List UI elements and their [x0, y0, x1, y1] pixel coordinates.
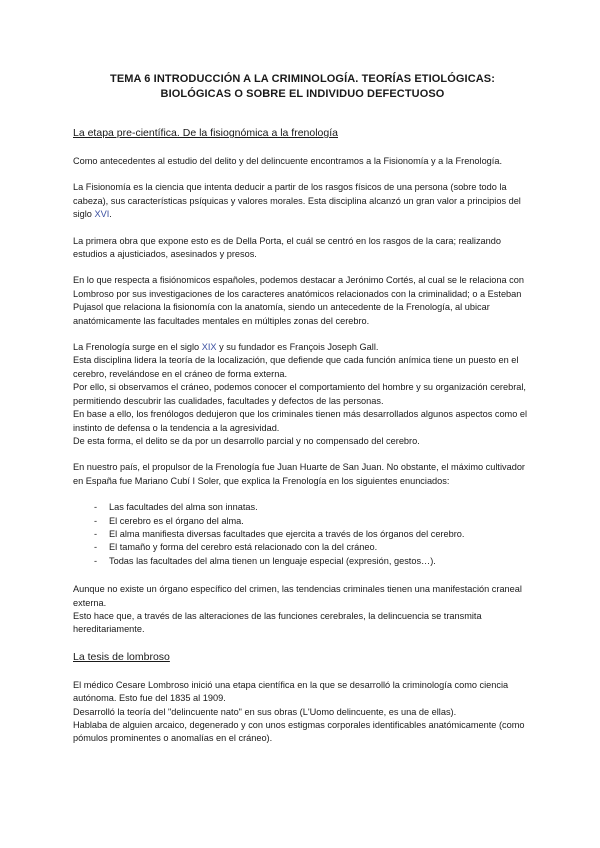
section-heading-lombroso: La tesis de lombroso	[73, 650, 170, 663]
paragraph-delito: De esta forma, el delito se da por un desarrollo parcial y no compensado del cerebro.	[73, 435, 420, 446]
paragraph-lombroso-intro: El médico Cesare Lombroso inició una etapa científica en la que se desarrolló la criminología como ciencia autónoma. Esto fue del 1835 al 1909.	[73, 679, 509, 704]
paragraph-craneo: Por ello, si observamos el cráneo, podemos conocer el comportamiento del hombre y su organización cerebral, permitiendo descubrir las cualidades, facultades y defectos de las personas.	[73, 382, 526, 406]
document-title	[73, 72, 532, 102]
paragraph-delincuente-nato: Desarrolló la teoría del "delincuente nato" en sus obras (L'Uomo delincuente, es una de ellas).	[73, 706, 457, 717]
century-xvi: XVI	[94, 209, 110, 220]
paragraph-fisionomia-text: La Fisionomía es la ciencia que intenta deducir a partir de los rasgos físicos de una persona (sobre todo la cabeza), sus características psíquicas y valores morales. Esta disciplina alcanzó un gran valor a principios del siglo	[73, 182, 521, 220]
paragraph-localizacion: Esta disciplina lidera la teoría de la localización, que defiende que cada función anímica tiene un puesto en el cerebro, revelándose en el cráneo de forma externa.	[73, 355, 519, 379]
paragraph-organo-crimen: Aunque no existe un órgano específico del crimen, las tendencias criminales tienen una manifestación craneal externa.	[73, 584, 522, 608]
list-item: - El alma manifiesta diversas facultades que ejercita a través de los órganos del cerebro.	[94, 528, 532, 541]
paragraph-frenologos: En base a ello, los frenólogos dedujeron que los criminales tienen más desarrollados algunos aspectos como el instinto de defensa o la tendencia a la agresividad.	[73, 409, 528, 433]
list-item: - El tamaño y forma del cerebro está relacionado con la del cráneo.	[94, 541, 532, 554]
paragraph-hereditaria: Esto hace que, a través de las alteraciones de las funciones cerebrales, la delincuencia se transmita hereditariamente.	[73, 610, 482, 635]
list-item: - Las facultades del alma son innatas.	[94, 501, 532, 514]
list-item: - Todas las facultades del alma tienen un lenguaje especial (expresión, gestos…).	[94, 555, 532, 568]
paragraph-frenologia-text: La Frenología surge en el siglo	[73, 342, 202, 353]
paragraph-fisionomicos-espanoles: En lo que respecta a fisiónomicos españoles, podemos destacar a Jerónimo Cortés, al cual se le relaciona con Lombroso por sus investigaciones de los caracteres anatómicos relacionados con la criminalidad; o a Esteban Pujasol que relaciona la fisionomía con la anatomía, siendo un antecedente de la Frenología, al ubicar anatómicamente las facultades mentales en múltiples zonas del cerebro.	[73, 275, 524, 326]
title-line-2: BIOLÓGICAS O SOBRE EL INDIVIDUO DEFECTUOSO	[160, 88, 445, 100]
paragraph-frenologia	[73, 341, 532, 354]
paragraph-antecedentes: Como antecedentes al estudio del delito y del delincuente encontramos a la Fisionomía y a la Frenología.	[73, 156, 503, 166]
section-heading-prescientific: La etapa pre-científica. De la fisiognómica a la frenología	[73, 127, 338, 139]
paragraph-nuestro-pais: En nuestro país, el propulsor de la Frenología fue Juan Huarte de San Juan. No obstante, el máximo cultivador en España fue Mariano Cubí I Soler, que explica la Frenología en los siguientes enunciados:	[73, 462, 525, 486]
paragraph-della-porta: La primera obra que expone esto es de Della Porta, el cuál se centró en los rasgos de la cara; realizando estudios a ajusticiados, asesinados y presos.	[73, 235, 501, 260]
paragraph-fisionomia	[73, 181, 532, 221]
title-line-1: TEMA 6 INTRODUCCIÓN A LA CRIMINOLOGÍA. TEORÍAS ETIOLÓGICAS:	[110, 73, 495, 85]
paragraph-frenologia-founder: y su fundador es François Joseph Gall.	[216, 342, 379, 353]
frenologia-enunciados-list	[73, 501, 532, 568]
list-item: - El cerebro es el órgano del alma.	[94, 515, 532, 528]
paragraph-fisionomia-end: .	[109, 209, 112, 220]
paragraph-estigmas: Hablaba de alguien arcaico, degenerado y con unos estigmas corporales identificables anatómicamente (como pómulos prominentes o anomalías en el cráneo).	[73, 720, 525, 744]
century-xix: XIX	[201, 342, 217, 353]
